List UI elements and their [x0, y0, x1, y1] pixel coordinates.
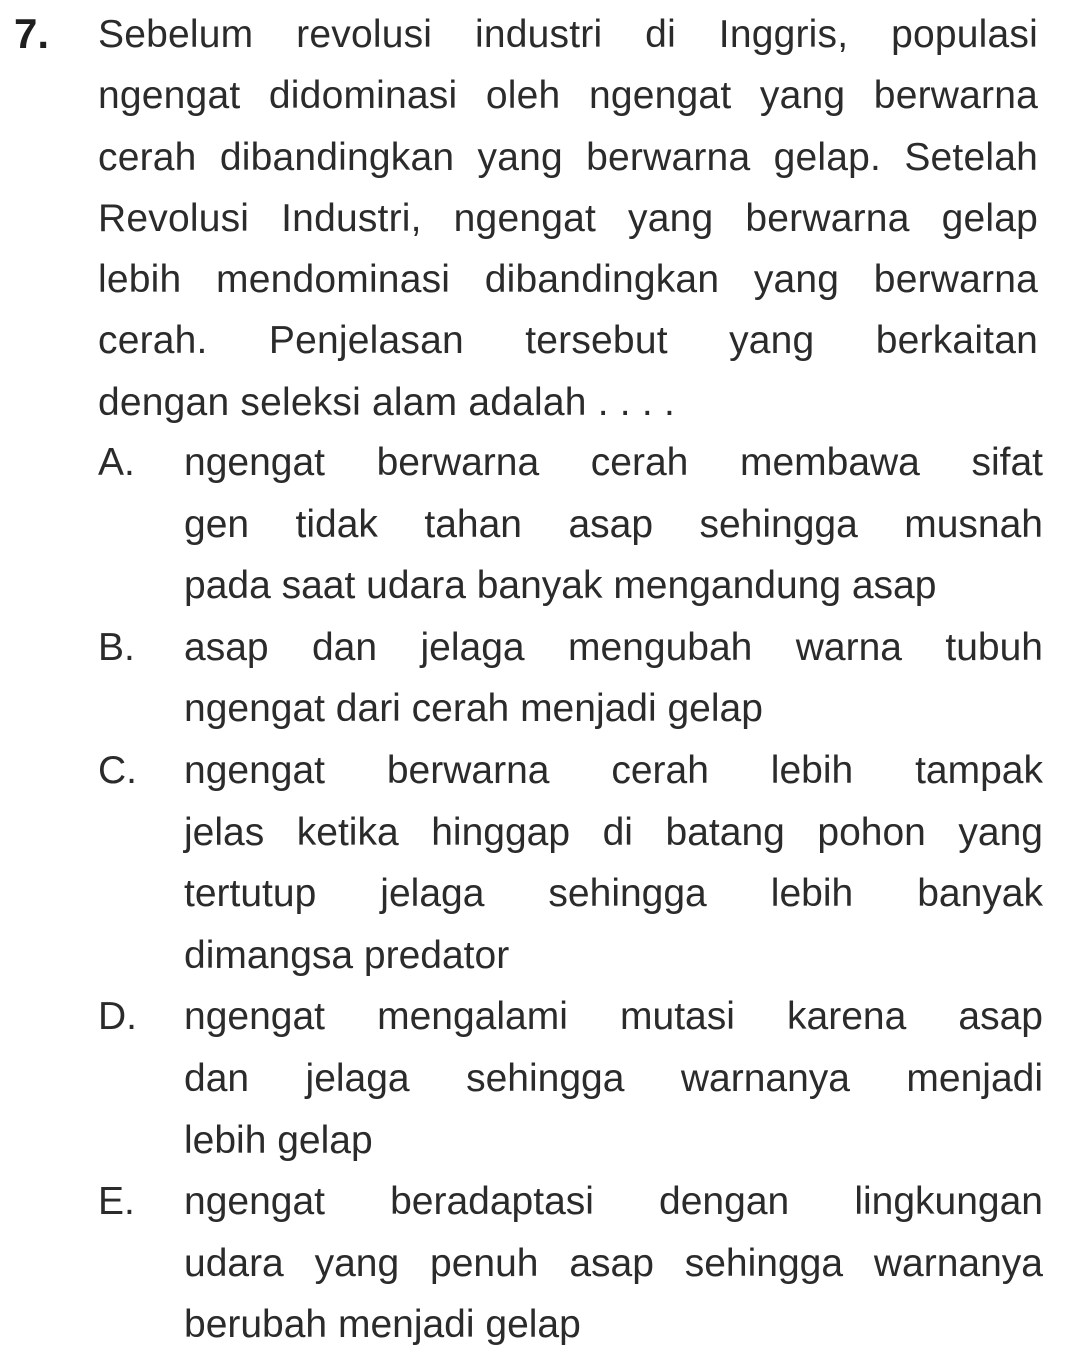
- option-d[interactable]: [98, 986, 1043, 1171]
- option-letter: A.: [98, 441, 135, 484]
- option-text-line: pada saat udara banyak mengandung asap: [184, 564, 937, 608]
- option-a[interactable]: [98, 432, 1043, 617]
- option-text-line: ngengat beradaptasi dengan lingkungan: [184, 1180, 1043, 1224]
- answer-options: [98, 432, 1043, 1356]
- option-text-line: asap dan jelaga mengubah warna tubuh: [184, 625, 1043, 669]
- stem-line: cerah. Penjelasan tersebut yang berkaitan: [98, 319, 1038, 363]
- option-letter: B.: [98, 625, 135, 669]
- question-number: 7.: [14, 10, 50, 57]
- stem-line: cerah dibandingkan yang berwarna gelap. Setelah: [98, 135, 1038, 179]
- option-text-line: dan jelaga sehingga warnanya menjadi: [184, 1056, 1043, 1100]
- option-text-line: gen tidak tahan asap sehingga musnah: [184, 502, 1043, 546]
- option-text-line: lebih gelap: [184, 1118, 373, 1162]
- stem-line: ngengat didominasi oleh ngengat yang berwarna: [98, 74, 1038, 118]
- stem-line: Sebelum revolusi industri di Inggris, populasi: [98, 13, 1038, 56]
- option-letter: D.: [98, 995, 137, 1039]
- option-b[interactable]: [98, 617, 1043, 740]
- option-letter: E.: [98, 1180, 135, 1224]
- stem-line: dengan seleksi alam adalah . . . .: [98, 380, 675, 424]
- option-c[interactable]: [98, 740, 1043, 986]
- option-text-line: jelas ketika hinggap di batang pohon yang: [184, 810, 1043, 854]
- stem-line: Revolusi Industri, ngengat yang berwarna gelap: [98, 196, 1038, 240]
- option-text-line: udara yang penuh asap sehingga warnanya: [184, 1241, 1043, 1285]
- stem-line: lebih mendominasi dibandingkan yang berwarna: [98, 258, 1038, 302]
- option-letter: C.: [98, 748, 137, 792]
- question-stem: [98, 4, 1038, 433]
- option-text-line: tertutup jelaga sehingga lebih banyak: [184, 872, 1043, 916]
- option-text-line: ngengat dari cerah menjadi gelap: [184, 687, 763, 731]
- option-text-line: berubah menjadi gelap: [184, 1303, 581, 1347]
- option-text-line: ngengat berwarna cerah lebih tampak: [184, 748, 1043, 792]
- option-text-line: dimangsa predator: [184, 933, 510, 977]
- option-e[interactable]: [98, 1171, 1043, 1356]
- option-text-line: ngengat berwarna cerah membawa sifat: [184, 441, 1043, 484]
- option-text-line: ngengat mengalami mutasi karena asap: [184, 995, 1043, 1039]
